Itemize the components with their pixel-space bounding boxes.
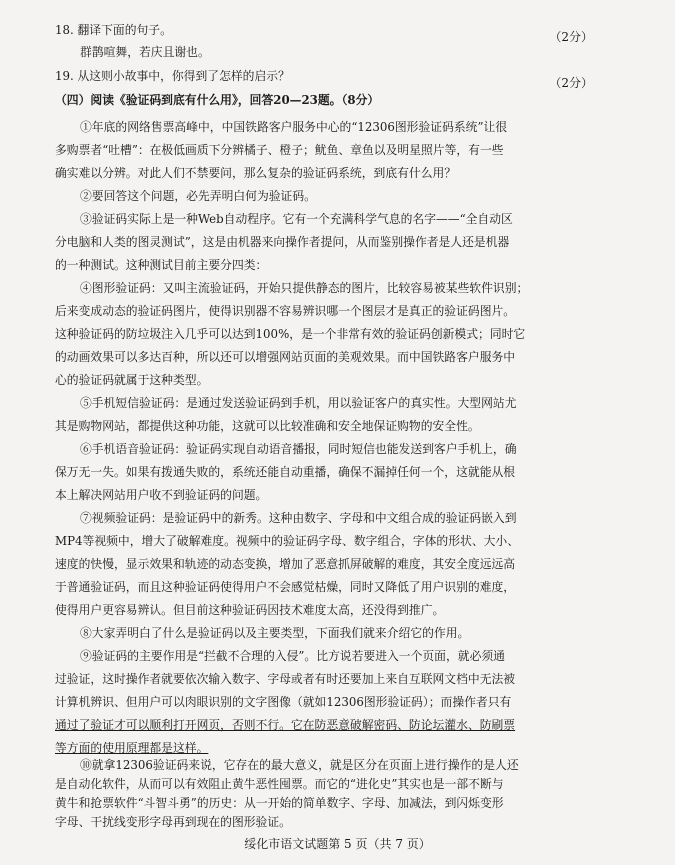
paragraph-line: 本上解决网站用户收不到验证码的问题。 <box>55 488 268 502</box>
paragraph-line: 的一种测试。这种测试目前主要分四类： <box>55 258 268 272</box>
paragraph-line-underlined: 等方面的使用原理都是这样。 <box>55 741 209 755</box>
paragraph-line: ⑧大家弄明白了什么是验证码以及主要类型，下面我们就来介绍它的作用。 <box>80 626 470 640</box>
page-footer: 绥化市语文试题第 5 页（共 7 页） <box>244 837 431 851</box>
paragraph-line: ③验证码实际上是一种Web自动程序。它有一个充满科学气息的名字——“全自动区 <box>80 212 513 226</box>
paragraph-line: ④图形验证码：又叫主流验证码，开始只提供静态的图片，比较容易被某些软件识别； <box>80 281 529 295</box>
paragraph-line: 后来变成动态的验证码图片，使得识别器不容易辨识哪一个图层才是真正的验证码图片。 <box>55 304 516 318</box>
paragraph-line: 多购票者“吐槽”：在极低画质下分辨橘子、橙子；鱿鱼、章鱼以及明星照片等，有一些 <box>55 143 504 157</box>
paragraph-line: 使得用户更容易辨认。但目前这种验证码因技术难度太高，还没得到推广。 <box>55 603 445 617</box>
paragraph-line: ⑦视频验证码：是验证码中的新秀。这种由数字、字母和中文组合成的验证码嵌入到 <box>80 511 517 525</box>
paragraph-line: 其是购物网站，都提供这种功能，这就可以比较准确和安全地保证购物的安全性。 <box>55 419 480 433</box>
question-18-score: （2分） <box>549 30 593 44</box>
paragraph-line: 保万无一失。如果有拨通失败的，系统还能自动重播，确保不漏掉任何一个，这就能从根 <box>55 465 516 479</box>
paragraph-line: ②要回答这个问题，必先弄明白何为验证码。 <box>80 189 316 203</box>
paragraph-line: 的动画效果可以多达百种，所以还可以增强网站页面的美观效果。而中国铁路客户服务中 <box>55 350 516 364</box>
paragraph-line: 计算机辨识、但用户可以肉眼识别的文字图像（就如12306图形验证码）；而操作者只有 <box>55 695 512 709</box>
paragraph-line: ⑨验证码的主要作用是“拦截不合理的入侵”。比方说若要进入一个页面，就必须通 <box>80 649 505 663</box>
paragraph-line: 这种验证码的防垃圾注入几乎可以达到100%，是一个非常有效的验证码创新模式；同时它 <box>55 327 526 341</box>
paragraph-line: 速度的快慢，显示效果和轨迹的动态变换，增加了恶意抓屏破解的难度，其安全度远远高 <box>55 557 516 571</box>
paragraph-line: 确实难以分辨。对此人们不禁要问，那么复杂的验证码系统，到底有什么用？ <box>55 166 457 180</box>
question-19: 19. 从这则小故事中，你得到了怎样的启示？ <box>55 69 290 83</box>
paragraph-line: 黄牛和抢票软件“斗智斗勇”的历史：从一开始的简单数字、字母、加减法，到闪烁变形 <box>55 796 504 810</box>
paragraph-line: 分电脑和人类的图灵测试”，这是由机器来向操作者提问，从而鉴别操作者是人还是机器 <box>55 235 510 249</box>
paragraph-line: 过验证，这时操作者就要依次输入数字、字母或者有时还要加上来自互联网文档中无法被 <box>55 672 516 686</box>
question-19-score: （2分） <box>549 76 593 90</box>
paragraph-line: 于普通验证码，而且这种验证码使得用户不会感觉枯燥，同时又降低了用户识别的难度， <box>55 580 516 594</box>
paragraph-line: 是自动化软件，从而可以有效阻止黄牛恶性囤票。而它的“进化史”其实也是一部不断与 <box>55 777 504 791</box>
paragraph-line: ⑥手机语音验证码：验证码实现自动语音播报，同时短信也能发送到客户手机上，确 <box>80 442 517 456</box>
paragraph-line: MP4等视频中，增大了破解难度。视频中的验证码字母、数字组合，字体的形状、大小、 <box>55 534 520 548</box>
paragraph-line-underlined: 通过了验证才可以顺利打开网页，否则不行。它在防恶意破解密码、防论坛灌水、防刷票 <box>55 718 516 732</box>
paragraph-line: ①年底的网络售票高峰中，中国铁路客户服务中心的“12306图形验证码系统”让很 <box>80 120 508 134</box>
paragraph-line: ⑤手机短信验证码：是通过发送验证码到手机，用以验证客户的真实性。大型网站尤 <box>80 396 517 410</box>
paragraph-line: 心的验证码就属于这种类型。 <box>55 373 209 387</box>
paragraph-line: 字母、干扰线变形字母再到现在的图形验证。 <box>55 815 291 829</box>
question-18-sentence: 群鹊喧舞，若庆且谢也。 <box>80 45 210 59</box>
paragraph-line: ⑩就拿12306验证码来说，它存在的最大意义，就是区分在页面上进行操作的是人还 <box>80 758 519 772</box>
question-18: 18. 翻译下面的句子。 <box>55 23 172 37</box>
section-title: （四）阅读《验证码到底有什么用》，回答20—23题。（8分） <box>55 93 380 107</box>
